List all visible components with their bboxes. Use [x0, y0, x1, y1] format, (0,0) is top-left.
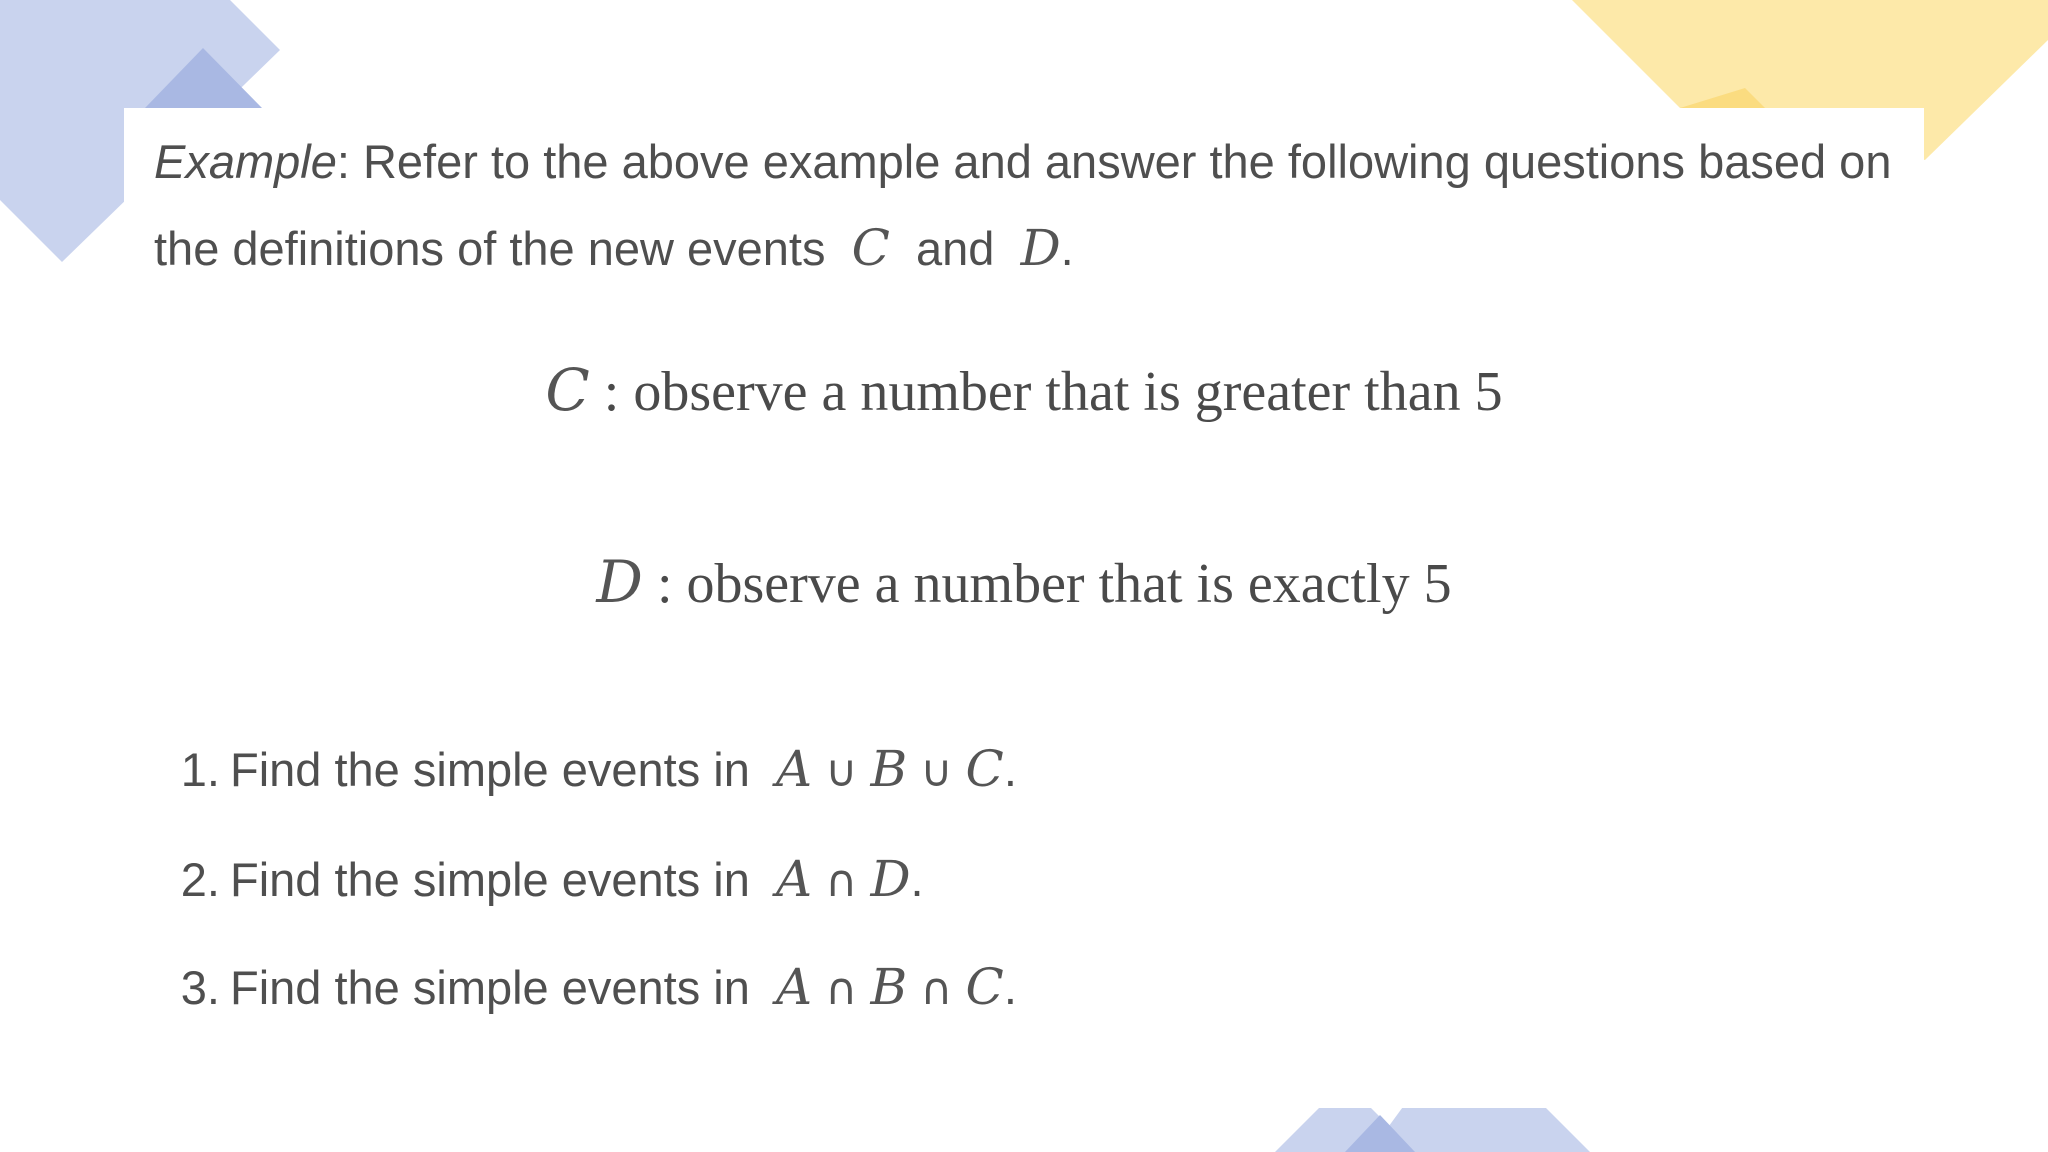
example-label: Example — [154, 135, 337, 188]
intro-period: . — [1060, 222, 1074, 275]
question-2 — [162, 850, 924, 908]
question-period: . — [1003, 743, 1017, 796]
expr-term: C — [965, 958, 1004, 1016]
event-d-symbol: D — [1020, 219, 1061, 277]
question-text: Find the simple events in — [230, 853, 750, 906]
definition-text: : observe a number that is exactly 5 — [656, 553, 1452, 615]
example-intro — [154, 118, 1914, 292]
connector-word: and — [916, 222, 995, 275]
question-period: . — [910, 853, 924, 906]
question-1 — [162, 740, 1017, 798]
question-period: . — [1003, 961, 1017, 1014]
intersection-operator: ∩ — [920, 964, 953, 1015]
expr-term: B — [870, 740, 908, 798]
expr-term: A — [776, 850, 813, 908]
intersection-operator: ∩ — [825, 856, 858, 907]
expr-term: A — [776, 958, 813, 1016]
question-text: Find the simple events in — [230, 743, 750, 796]
question-3 — [162, 958, 1017, 1016]
intersection-operator: ∩ — [825, 964, 858, 1015]
expr-term: B — [870, 958, 908, 1016]
expr-term: A — [776, 740, 813, 798]
question-text: Find the simple events in — [230, 961, 750, 1014]
question-number: 2. — [180, 853, 220, 906]
union-operator: ∪ — [825, 746, 858, 797]
definition-symbol: C — [545, 356, 590, 424]
event-c-symbol: C — [851, 219, 890, 277]
union-operator: ∪ — [920, 746, 953, 797]
definition-c — [0, 356, 2048, 424]
question-number: 3. — [180, 961, 220, 1014]
expr-term: D — [870, 850, 911, 908]
expr-term: C — [965, 740, 1004, 798]
question-number: 1. — [180, 743, 220, 796]
definition-text: : observe a number that is greater than 5 — [603, 361, 1503, 423]
definition-symbol: D — [596, 548, 643, 616]
example-text: : Refer to the above example and answer the following questions based on the definitions of the new events — [154, 135, 1892, 275]
definition-d — [0, 548, 2048, 616]
